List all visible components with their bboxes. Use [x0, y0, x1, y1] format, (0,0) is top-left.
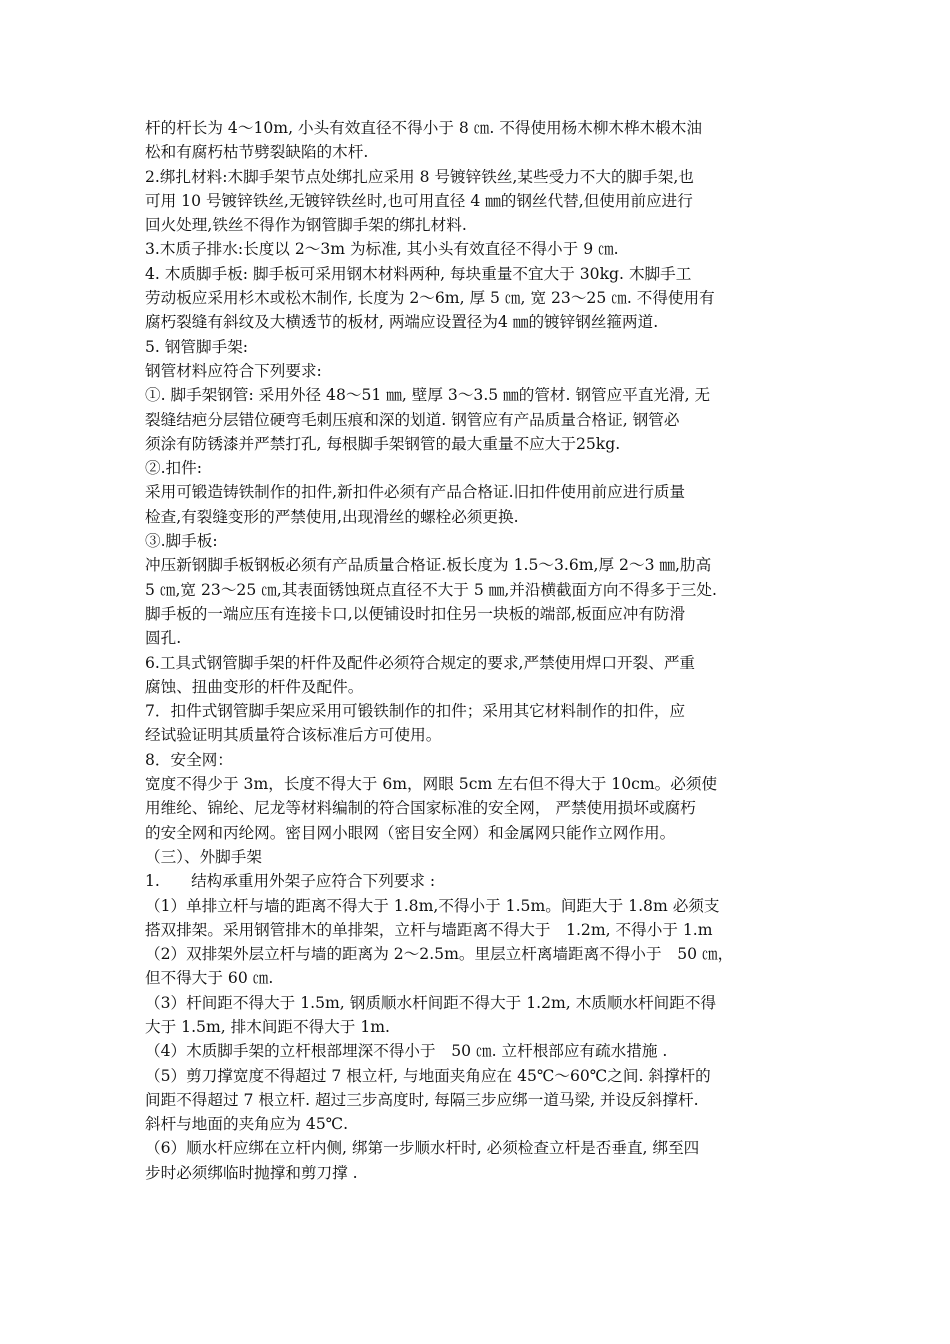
text-line: ②.扣件: — [145, 459, 202, 478]
text-line: 回火处理,铁丝不得作为钢管脚手架的绑扎材料. — [145, 216, 467, 235]
text-line: （6）顺水杆应绑在立杆内侧, 绑第一步顺水杆时, 必须检查立杆是否垂直, 绑至四 — [145, 1139, 700, 1158]
text-line: 须涂有防锈漆并严禁打孔, 每根脚手架钢管的最大重量不应大于25kg. — [145, 434, 621, 453]
document-body — [145, 116, 813, 1185]
text-line: （三）、外脚手架 — [145, 847, 262, 866]
text-line: 经试验证明其质量符合该标准后方可使用。 — [145, 726, 442, 745]
text-line: （4）木质脚手架的立杆根部埋深不得小于 50 ㎝. 立杆根部应有疏水措施 . — [145, 1042, 668, 1061]
text-line: 劳动板应采用杉木或松木制作, 长度为 2～6m, 厚 5 ㎝, 宽 23～25 ㎝. 不得使用有 — [145, 289, 715, 308]
text-line: 圆孔. — [145, 629, 182, 648]
text-line: 松和有腐朽枯节劈裂缺陷的木杆. — [145, 143, 369, 162]
text-line: 8．安全网： — [145, 750, 233, 769]
text-line: 冲压新钢脚手板钢板必须有产品质量合格证.板长度为 1.5～3.6m,厚 2～3 ㎜,肋高 — [145, 556, 712, 575]
text-line: 钢管材料应符合下列要求: — [145, 361, 322, 380]
text-line: 步时必须绑临时抛撑和剪刀撑 . — [145, 1163, 358, 1182]
text-line: ③.脚手板: — [145, 532, 218, 551]
text-line: 2.绑扎材料:木脚手架节点处绑扎应采用 8 号镀锌铁丝,某些受力不大的脚手架,也 — [145, 167, 694, 186]
text-line: 裂缝结疤分层错位硬弯毛刺压痕和深的划道. 钢管应有产品质量合格证, 钢管必 — [145, 410, 680, 429]
text-line: 5. 钢管脚手架: — [145, 337, 249, 356]
text-line: 可用 10 号镀锌铁丝,无镀锌铁丝时,也可用直径 4 ㎜的钢丝代替,但使用前应进行 — [145, 191, 693, 210]
text-line: 脚手板的一端应压有连接卡口,以便铺设时扣住另一块板的端部,板面应冲有防滑 — [145, 604, 686, 623]
text-line: 宽度不得少于 3m，长度不得大于 6m，网眼 5cm 左右但不得大于 10cm。必须使 — [145, 775, 718, 794]
text-line: （1）单排立杆与墙的距离不得大于 1.8m,不得小于 1.5m。间距大于 1.8m 必须支 — [145, 896, 720, 915]
text-line: 5 ㎝,宽 23～25 ㎝,其表面锈蚀斑点直径不大于 5 ㎜,并沿横截面方向不得多于三处. — [145, 580, 717, 599]
text-line: 斜杆与地面的夹角应为 45℃. — [145, 1115, 349, 1134]
text-line: 3.木质子排水:长度以 2～3m 为标准, 其小头有效直径不得小于 9 ㎝. — [145, 240, 619, 259]
text-line: 7．扣件式钢管脚手架应采用可锻铁制作的扣件；采用其它材料制作的扣件，应 — [145, 702, 686, 721]
text-line: 采用可锻造铸铁制作的扣件,新扣件必须有产品合格证.旧扣件使用前应进行质量 — [145, 483, 686, 502]
text-line: 的安全网和丙纶网。密目网小眼网（密目安全网）和金属网只能作立网作用。 — [145, 823, 676, 842]
text-line: 杆的杆长为 4～10m, 小头有效直径不得小于 8 ㎝. 不得使用杨木柳木桦木椴木油 — [145, 119, 702, 137]
text-line: 1. 结构承重用外架子应符合下列要求 : — [145, 872, 436, 891]
text-line: 搭双排架。采用钢管排木的单排架，立杆与墙距离不得大于 1.2m, 不得小于 1.m — [145, 920, 713, 939]
text-line: （5）剪刀撑宽度不得超过 7 根立杆, 与地面夹角应在 45℃～60℃之间. 斜撑杆的 — [145, 1066, 711, 1085]
text-line: 4. 木质脚手板: 脚手板可采用钢木材料两种, 每块重量不宜大于 30kg. 木脚手工 — [145, 264, 692, 283]
text-line: 6.工具式钢管脚手架的杆件及配件必须符合规定的要求,严禁使用焊口开裂、严重 — [145, 653, 696, 672]
text-line: （2）双排架外层立杆与墙的距离为 2～2.5m。里层立杆离墙距离不得小于 50 ㎝， — [145, 945, 734, 964]
text-line: 腐朽裂缝有斜纹及大横透节的板材, 两端应设置径为4 ㎜的镀锌钢丝箍两道. — [145, 313, 659, 332]
text-line: 但不得大于 60 ㎝. — [145, 969, 274, 988]
text-line: ①. 脚手架钢管: 采用外径 48～51 ㎜, 壁厚 3～3.5 ㎜的管材. 钢管应平直光滑, 无 — [145, 386, 711, 405]
text-line: （3）杆间距不得大于 1.5m, 钢质顺水杆间距不得大于 1.2m, 木质顺水杆间距不得 — [145, 993, 717, 1012]
text-line: 检查,有裂缝变形的严禁使用,出现滑丝的螺栓必须更换. — [145, 507, 519, 526]
text-line: 腐蚀、扭曲变形的杆件及配件。 — [145, 677, 364, 696]
text-line: 用维纶、锦纶、尼龙等材料编制的符合国家标准的安全网， 严禁使用损坏或腐朽 — [145, 799, 696, 818]
text-line: 间距不得超过 7 根立杆. 超过三步高度时, 每隔三步应绑一道马梁, 并设反斜撑杆. — [145, 1090, 699, 1109]
text-line: 大于 1.5m, 排木间距不得大于 1m. — [145, 1017, 391, 1036]
